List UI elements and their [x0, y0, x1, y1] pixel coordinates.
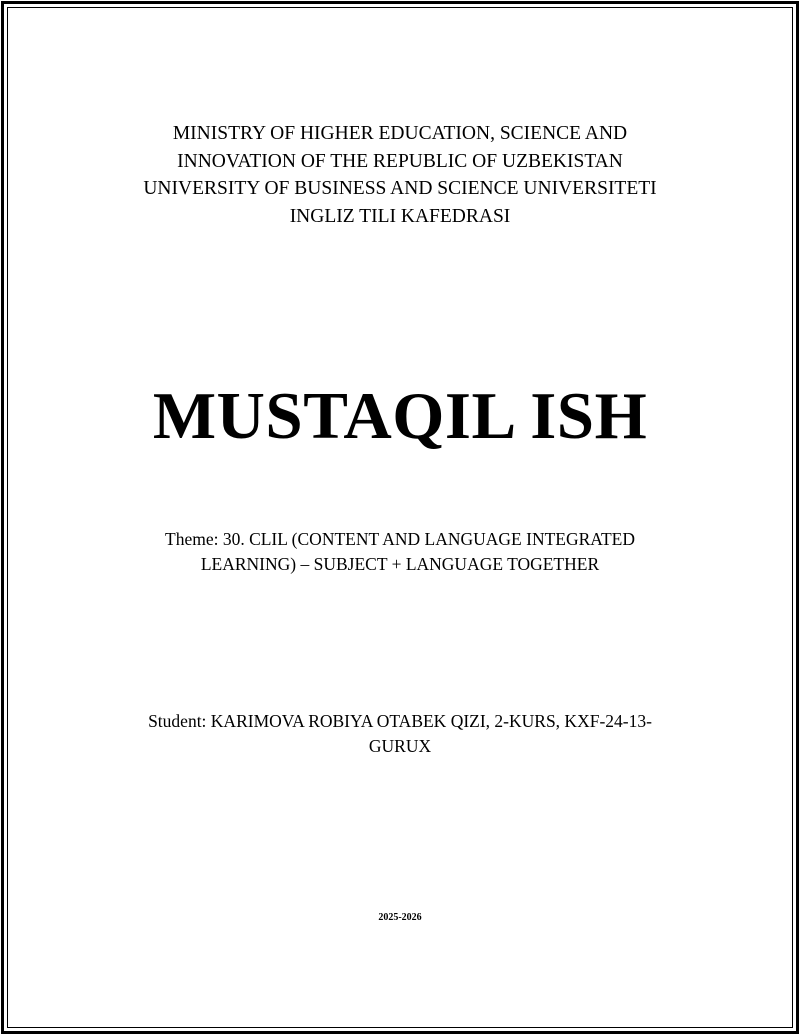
- student-block: [0, 709, 800, 758]
- student-line-2: GURUX: [368, 735, 432, 756]
- ministry-line-1: MINISTRY OF HIGHER EDUCATION, SCIENCE AND: [172, 123, 628, 144]
- theme-line-1: Theme: 30. CLIL (CONTENT AND LANGUAGE INTEGRATED: [165, 529, 635, 549]
- theme-block: [0, 527, 800, 576]
- theme-line-2: LEARNING) – SUBJECT + LANGUAGE TOGETHER: [200, 553, 600, 574]
- department-line: INGLIZ TILI KAFEDRASI: [289, 205, 511, 227]
- university-line: UNIVERSITY OF BUSINESS AND SCIENCE UNIVERSITETI: [143, 178, 657, 199]
- ministry-line-2: INNOVATION OF THE REPUBLIC OF UZBEKISTAN: [177, 150, 623, 172]
- student-line-1: Student: KARIMOVA ROBIYA OTABEK QIZI, 2-KURS, KXF-24-13-: [148, 711, 652, 731]
- document-title: MUSTAQIL ISH: [152, 379, 648, 453]
- institution-header: [0, 120, 800, 230]
- academic-year: 2025-2026: [378, 912, 422, 923]
